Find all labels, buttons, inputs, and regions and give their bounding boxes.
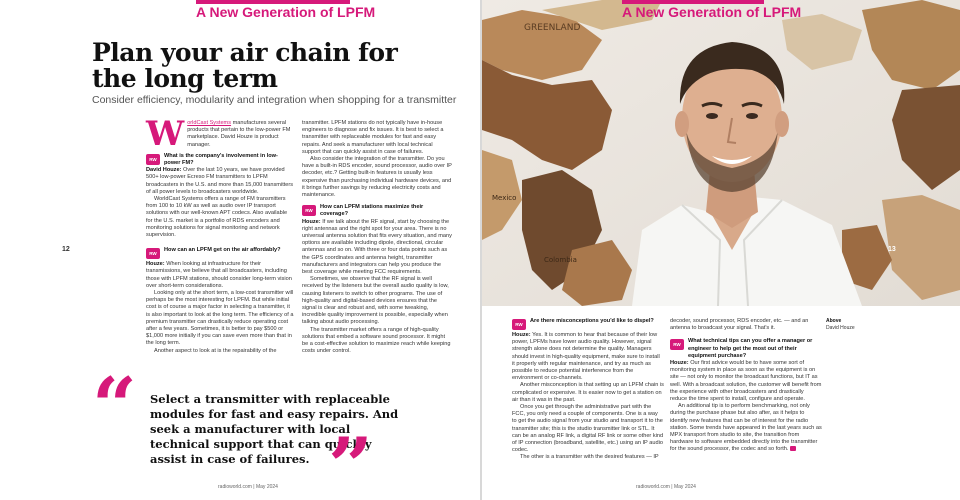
column-4-p1: decoder, sound processor, RDS encoder, etc. — and an antenna to broadcast your signal. That's it. (670, 318, 809, 332)
answer-1-p2: WorldCast Systems offers a range of FM transmitters from 100 to 10 kW as well as audio over IP transport solutions with our well-known APT codecs. Also available for the U.S. market is a portfolio of RDS encoders and monitoring solutions for signal monitoring and network supervision. (146, 196, 288, 239)
answer-1 (146, 167, 294, 196)
question-1-text: What is the company's involvement in low-power FM? (164, 152, 278, 167)
answer-2 (146, 261, 294, 290)
question-4 (512, 318, 664, 332)
answer-4-p4: The other is a transmitter with the desired features — IP (520, 454, 659, 461)
map-label-colombia: Colombia (544, 256, 577, 264)
answer-5-p2-text: An additional tip is to perform benchmarking, not only during the purchase phase but also after, as it helps to identify new features that can be of interest for the radio station. Some trends have appeared in the last years such as MPX transport from studio to site, the transition from hardware to software embedded directly into the transmitter for the sound processor, the codec and so forth. (670, 403, 822, 453)
question-3-text: How can LPFM stations maximize their coverage? (320, 204, 424, 218)
question-2-text: How can an LPFM get on the air affordably? (164, 247, 281, 254)
footer-right: radioworld.com | May 2024 (636, 484, 696, 490)
page-number-left: 12 (62, 246, 70, 253)
end-mark-icon (790, 446, 796, 451)
worldcast-link[interactable]: orldCast Systems (187, 120, 232, 126)
portrait-illustration (482, 0, 960, 306)
answer-5-text: Our first advice would be to have some sort of monitoring system in place as soon as the equipment is on site — not only to monitor the broadcast functions, but IT as well. With a broadcast solution, the customer will benefit from the experience with other broadcasters and drastically reduce the time spent to install, configure and operate. (670, 360, 822, 403)
rw-badge: RW (302, 205, 316, 216)
intro-text: manufactures several products that pertain to the low-power FM marketplace. David Houze is product manager. (187, 120, 291, 148)
question-5-text: What technical tips can you offer a manager or engineer to help get the most out of their equipment purchase? (688, 338, 813, 359)
speaker-label: Houze: (512, 332, 531, 338)
text-column-2 (302, 120, 452, 356)
answer-3-p3: The transmitter market offers a range of high-quality solutions that embed a software sound processor. It might be a cost-effective solution to maximize reach while keeping costs under control. (302, 326, 451, 355)
photo-caption (826, 318, 855, 332)
text-column-1 (146, 114, 294, 355)
answer-3-p2: Sometimes, we observe that the RF signal is well received by the listeners but the overall audio quality is low, causing listeners to switch to other programs. The use of high-quality and digital-based devices ensures that the signal is clear and robust and, with some tweaking, incredible quality improvement is possible, especially when talking about audio processing. (302, 276, 449, 326)
rw-badge: RW (512, 319, 526, 330)
footer-left: radioworld.com | May 2024 (218, 484, 278, 490)
text-column-4 (670, 318, 822, 454)
answer-4-p2: Another misconception is that setting up an LPFM chain is complicated or expensive. It is easier now to get a station on air than it was in the past. (512, 382, 664, 403)
answer-1-text: Over the last 10 years, we have provided 500+ low-power Ecreso FM transmitters to LPFM broadcasters in the U.S. and more than 15,000 transmitters of all power levels to broadcasters worldwide. (146, 167, 294, 195)
rw-badge: RW (146, 248, 160, 259)
question-3 (302, 204, 452, 218)
pullquote-close-mark: ” (328, 421, 373, 500)
question-2 (146, 247, 294, 261)
question-1 (146, 153, 294, 167)
pullquote-open-mark: “ (92, 361, 137, 452)
article-headline: Plan your air chain for the long term (92, 38, 398, 93)
map-label-greenland: GREENLAND (524, 23, 581, 33)
section-title-right: A New Generation of LPFM (622, 4, 802, 20)
speaker-label: Houze: (146, 261, 165, 268)
answer-4-text: Yes. It is common to hear that because of their low power, LPFMs have lower audio quality. However, signal strength alone does not determine the quality. Managers should invest in high-quality equipment, make sure to install it properly with regular maintenance, and try as much as possible to reduce potential interference from the environment or co-channels. (512, 332, 660, 382)
drop-cap: W (146, 114, 185, 154)
page-number-right: 13 (888, 246, 896, 253)
article-subhead: Consider efficiency, modularity and integration when shopping for a transmitter (92, 94, 457, 106)
rw-badge: RW (670, 339, 684, 350)
column-2-p1: transmitter. LPFM stations do not typically have in-house engineers to diagnose and fix issues. It is best to select a transmitter with replaceable modules for fast and easy repairs. And seek a manufacturer with local technical support that can quickly assist in case of failures. (302, 120, 444, 155)
portrait-photo (482, 0, 960, 306)
question-5 (670, 338, 822, 360)
column-2-p2: Also consider the integration of the transmitter. Do you have a built-in RDS encoder, sound processor, audio over IP decoder, etc.? Getting built-in features is usually less expensive than purchasing individual hardware devices, and it brings further savings by reducing electricity costs and maintenance. (302, 156, 452, 199)
answer-5 (670, 360, 822, 403)
speaker-label: Houze: (670, 360, 689, 367)
speaker-label: David Houze: (146, 167, 182, 174)
right-page (482, 0, 960, 500)
question-4-text: Are there misconceptions you'd like to dispel? (530, 318, 654, 324)
caption-title: Above (826, 318, 842, 324)
answer-4-p3: Once you get through the administrative part with the FCC, you only need a couple of components. One is a way to get the audio signal from your studio and transport it to the transmitter site; this is the studio transmitter link or STL. It can be an analog RF link, a digital RF link or some other kind of IP connection (broadband, satellite, etc.) using an IP audio codec. (512, 404, 664, 454)
intro-paragraph (146, 114, 294, 154)
answer-3 (302, 219, 452, 277)
rw-badge: RW (146, 154, 160, 165)
pullquote-text: Select a transmitter with replaceable modules for fast and easy repairs. And seek a manufacturer with local technical support that can quickly assist in case of failures. (150, 392, 399, 466)
answer-2-p2: Looking only at the short term, a low-cost transmitter will perhaps be the most interesting for LPFM. But while initial cost is of course a major factor in selecting a transmitter, it is also important to look at the long term. The efficiency of a premium transmitter can drastically reduce operating cost after a few years. Sometimes, it is better to pay $500 or $1,000 more initially if you can save even more than that in the long term. (146, 290, 294, 347)
section-title: A New Generation of LPFM (196, 4, 376, 20)
speaker-label: Houze: (302, 218, 321, 225)
text-column-3 (512, 318, 664, 462)
caption-name: David Houze (826, 325, 855, 331)
answer-3-text: If we talk about the RF signal, start by choosing the right antennas and the right spot for your area. There is no universal antenna solution that fits every situation, and many options are available including dipole, directional, circular antennas and so on. With three or four data points such as the GPS coordinates and antenna height, transmitter manufacturers and integrators can help you produce the best coverage while meeting FCC requirements. (302, 218, 452, 276)
map-label-mexico: Mexico (492, 194, 517, 202)
answer-2-text: When looking at infrastructure for their transmissions, we believe that all broadcasters, including those with LPFM stations, should consider long-term vision over short-term considerations. (146, 261, 292, 289)
answer-4 (512, 332, 664, 382)
answer-2-p3: Another aspect to look at is the repairability of the (154, 347, 277, 354)
answer-5-p2 (670, 403, 822, 453)
